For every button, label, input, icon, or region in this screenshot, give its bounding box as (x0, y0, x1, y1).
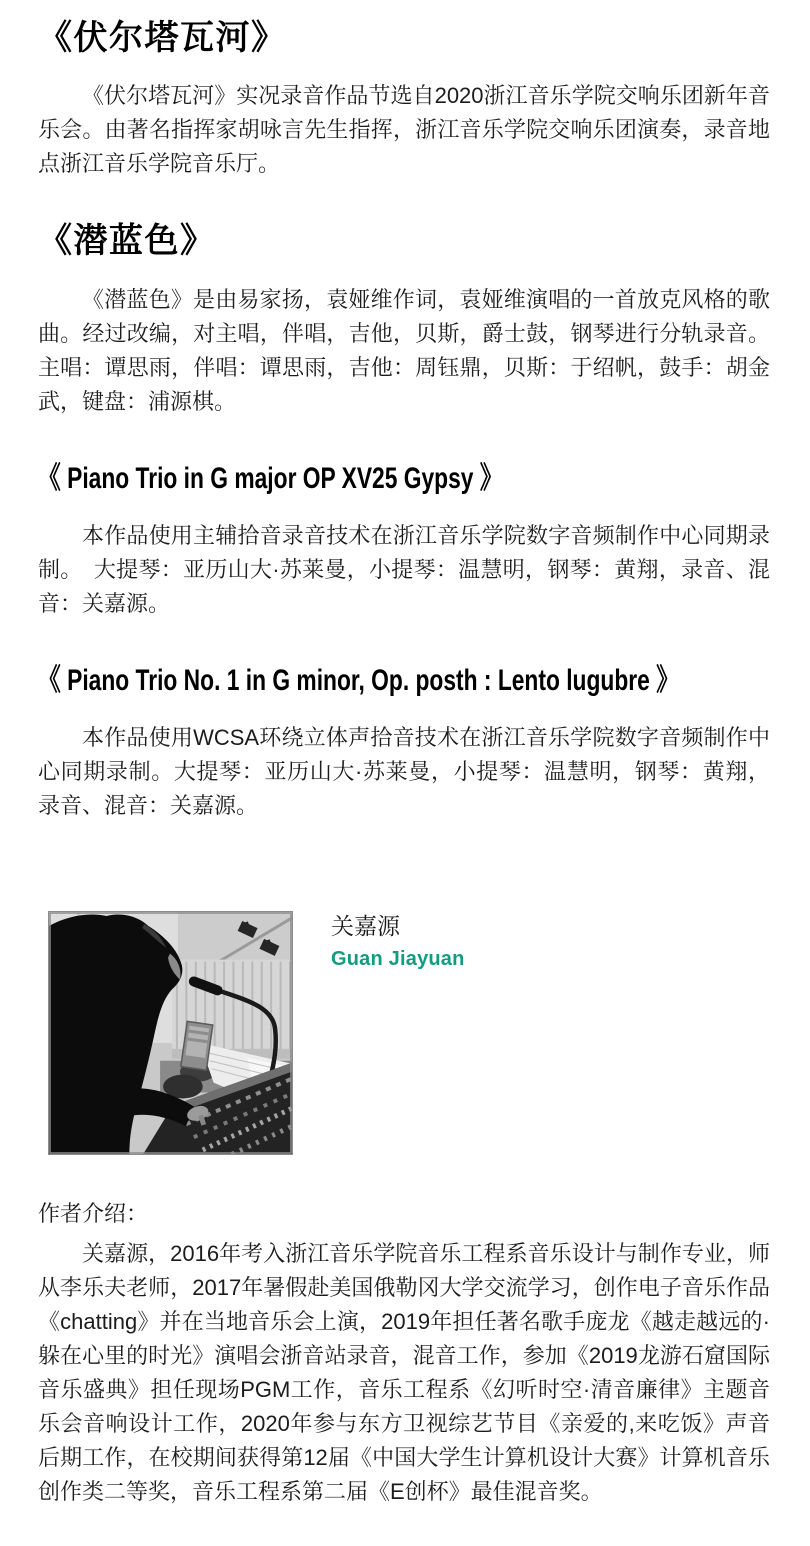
work-title-piano-trio-gypsy: 《 Piano Trio in G major OP XV25 Gypsy 》 (38, 461, 503, 495)
work-description-piano-trio-gypsy: 本作品使用主辅拾音录音技术在浙江音乐学院数字音频制作中心同期录制。 大提琴：亚历山大·苏莱曼，小提琴：温慧明，钢琴：黄翔，录音、混音：关嘉源。 (38, 522, 770, 616)
author-section (38, 911, 770, 1155)
author-photo-illustration (49, 912, 292, 1154)
author-caption (331, 911, 465, 972)
author-intro-body: 关嘉源，2016年考入浙江音乐学院音乐工程系音乐设计与制作专业，师从李乐夫老师，2017年暑假赴美国俄勒冈大学交流学习，创作电子音乐作品《chatting》并在当地音乐会上演，2019年担任著名歌手庞龙《越走越远的·躲在心里的时光》演唱会浙音站录音，混音工作，参加《2019龙游石窟国际音乐盛典》担任现场PGM工作，音乐工程系《幻听时空·清音廉律》主题音乐会音响设计工作，2020年参与东方卫视综艺节目《亲爱的,来吃饭》声音后期工作，在校期间获得第12届《中国大学生计算机设计大赛》计算机音乐创作类二等奖，音乐工程系第二届《E创杯》最佳混音奖。 (38, 1240, 770, 1504)
author-photo (48, 911, 293, 1155)
author-name-chinese: 关嘉源 (331, 912, 400, 939)
author-intro-label: 作者介绍： (38, 1200, 149, 1226)
work-description-piano-trio-lento: 本作品使用WCSA环绕立体声拾音技术在浙江音乐学院数字音频制作中心同期录制。大提琴：亚历山大·苏莱曼，小提琴：温慧明，钢琴：黄翔，录音、混音：关嘉源。 (38, 724, 770, 818)
tablet-screen (181, 1021, 213, 1070)
work-title-vltava: 《伏尔塔瓦河》 (38, 19, 287, 57)
author-name-pinyin: Guan Jiayuan (331, 948, 465, 971)
work-title-piano-trio-lento: 《 Piano Trio No. 1 in G minor, Op. posth : Lento lugubre 》 (38, 663, 679, 697)
work-title-qianlanse: 《潜蓝色》 (38, 222, 216, 261)
work-description-vltava: 《伏尔塔瓦河》实况录音作品节选自2020浙江音乐学院交响乐团新年音乐会。由著名指挥家胡咏言先生指挥，浙江音乐学院交响乐团演奏，录音地点浙江音乐学院音乐厅。 (38, 83, 770, 177)
work-description-qianlanse: 《潜蓝色》是由易家扬，袁娅维作词，袁娅维演唱的一首放克风格的歌曲。经过改编，对主唱，伴唱，吉他，贝斯，爵士鼓，钢琴进行分轨录音。主唱：谭思雨，伴唱：谭思雨，吉他：周钰鼎，贝斯：于绍帆，鼓手：胡金武，键盘：浦源棋。 (38, 286, 770, 414)
